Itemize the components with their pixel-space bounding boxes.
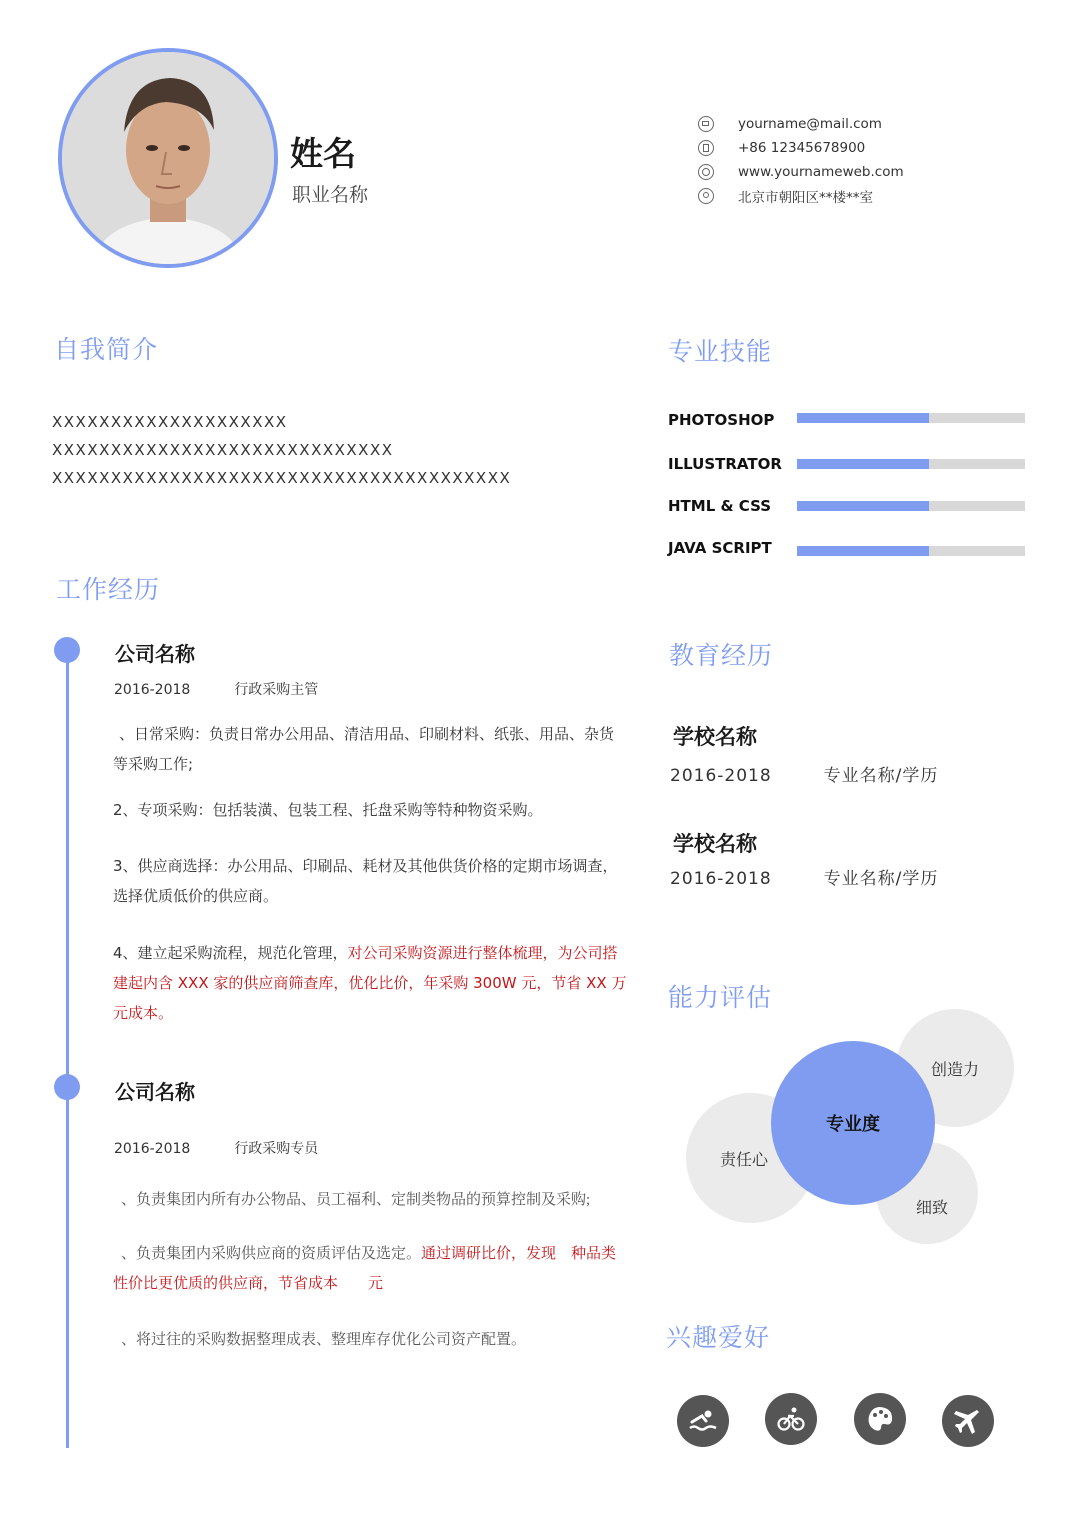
work-title: 工作经历 — [56, 575, 161, 604]
job-meta — [114, 679, 318, 699]
cycling-icon — [765, 1393, 817, 1445]
painting-icon — [854, 1393, 906, 1445]
job-years: 2016-2018 — [114, 1141, 191, 1157]
job-duty — [113, 1239, 628, 1299]
contact-email[interactable] — [698, 113, 958, 135]
company-name: 公司名称 — [115, 1080, 195, 1104]
job-meta — [114, 1138, 318, 1158]
skill-fill — [797, 413, 929, 423]
skill-bar — [797, 546, 1025, 556]
skill-label: ILLUSTRATOR — [668, 455, 782, 473]
job-duty: 、负责集团内所有办公物品、员工福利、定制类物品的预算控制及采购; — [121, 1192, 591, 1208]
phone-text: +86 12345678900 — [738, 140, 866, 156]
skill-fill — [797, 546, 929, 556]
avatar — [58, 48, 278, 268]
web-icon — [698, 164, 714, 180]
hobbies-title: 兴趣爱好 — [666, 1323, 771, 1352]
swimming-icon — [677, 1395, 729, 1447]
job-duty-text: 、负责集团内采购供应商的资质评估及选定。 — [121, 1246, 422, 1262]
skill-bar — [797, 459, 1025, 469]
skill-label: PHOTOSHOP — [668, 411, 775, 429]
job-duty: 、将过往的采购数据整理成表、整理库存优化公司资产配置。 — [121, 1332, 527, 1348]
skill-bar — [797, 413, 1025, 423]
education-years: 2016-2018 — [670, 766, 772, 786]
job-years: 2016-2018 — [114, 682, 191, 698]
company-name: 公司名称 — [115, 642, 195, 666]
skill-bar — [797, 501, 1025, 511]
timeline-dot — [54, 1074, 80, 1100]
job-duty: 、日常采购：负责日常办公用品、清洁用品、印刷材料、纸张、用品、杂货等采购工作; — [113, 725, 615, 773]
timeline-line — [66, 650, 69, 1448]
skill-label: JAVA SCRIPT — [668, 539, 772, 557]
summary-title: 自我简介 — [54, 335, 159, 364]
travel-icon — [942, 1395, 994, 1447]
education-meta — [670, 761, 938, 786]
education-meta — [670, 864, 938, 889]
summary-line: XXXXXXXXXXXXXXXXXXXXXXXXXXXXXXXXXXXXXXX — [52, 469, 512, 487]
education-title: 教育经历 — [669, 641, 774, 670]
mail-icon — [698, 116, 714, 132]
summary-line: XXXXXXXXXXXXXXXXXXXX — [52, 413, 288, 431]
phone-icon — [698, 140, 714, 156]
job-duty-highlight: 对公司采购资源进行整体梳理，为公司搭建起内含 XXX 家的供应商筛查库，优化比价，年采购 300W 元，节省 XX 万元成本。 — [113, 944, 627, 1022]
skill-fill — [797, 459, 929, 469]
education-major: 专业名称/学历 — [823, 869, 939, 889]
ability-title: 能力评估 — [668, 983, 773, 1012]
job-role: 行政采购专员 — [234, 1141, 319, 1157]
job-duty: 2、专项采购：包括装潢、包装工程、托盘采购等特种物资采购。 — [113, 801, 543, 819]
job-role: 行政采购主管 — [234, 682, 319, 698]
avatar-photo — [62, 52, 274, 264]
contact-address — [698, 185, 958, 207]
job-duty-text: 4、建立起采购流程，规范化管理， — [113, 944, 348, 962]
timeline-dot — [54, 637, 80, 663]
education-major: 专业名称/学历 — [823, 766, 939, 786]
education-years: 2016-2018 — [670, 869, 772, 889]
job-title: 职业名称 — [292, 184, 369, 206]
website-text: www.yournameweb.com — [738, 164, 904, 180]
job-duty: 3、供应商选择：办公用品、印刷品、耗材及其他供货价格的定期市场调查，选择优质低价的供应商。 — [113, 857, 618, 905]
school-name: 学校名称 — [673, 832, 757, 856]
address-text: 北京市朝阳区**楼**室 — [738, 190, 873, 206]
ability-bubble-professionalism: 专业度 — [771, 1041, 935, 1205]
job-duty — [113, 938, 628, 1028]
summary-line: XXXXXXXXXXXXXXXXXXXXXXXXXXXXX — [52, 441, 394, 459]
email-text: yourname@mail.com — [738, 116, 882, 132]
job-duty-highlight: 通过调研比价，发现 种品类性价比更优质的供应商，节省成本 元 — [113, 1246, 617, 1292]
contact-website[interactable] — [698, 161, 958, 183]
candidate-name: 姓名 — [290, 134, 356, 173]
contact-phone[interactable] — [698, 137, 958, 159]
skill-fill — [797, 501, 929, 511]
school-name: 学校名称 — [673, 725, 757, 749]
skill-label: HTML & CSS — [668, 497, 772, 515]
ability-bubble-creativity: 创造力 — [896, 1009, 1014, 1127]
skills-title: 专业技能 — [668, 337, 773, 366]
ability-bubble-detail: 细致 — [876, 1142, 978, 1244]
location-icon — [698, 188, 714, 204]
ability-bubble-responsibility: 责任心 — [686, 1093, 816, 1223]
summary-text — [52, 408, 511, 492]
